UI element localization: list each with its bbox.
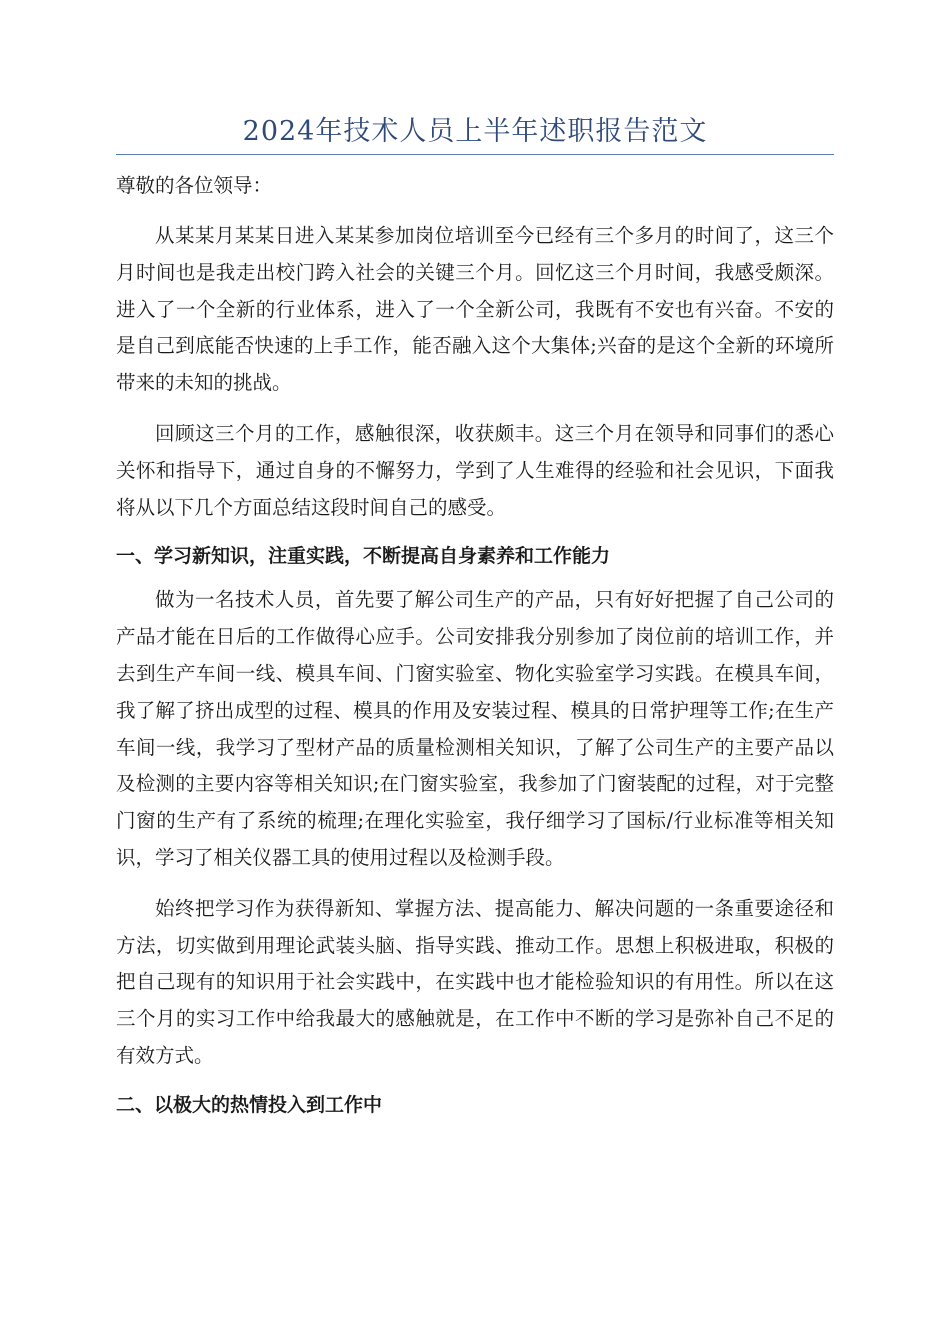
body-paragraph: 做为一名技术人员，首先要了解公司生产的产品，只有好好把握了自己公司的产品才能在日后的工作做得心应手。公司安排我分别参加了岗位前的培训工作，并去到生产车间一线、模具车间、门窗实验室、物化实验室学习实践。在模具车间，我了解了挤出成型的过程、模具的作用及安装过程、模具的日常护理等工作;在生产车间一线，我学习了型材产品的质量检测相关知识，了解了公司生产的主要产品以及检测的主要内容等相关知识;在门窗实验室，我参加了门窗装配的过程，对于完整门窗的生产有了系统的梳理;在理化实验室，我仔细学习了国标/行业标准等相关知识，学习了相关仪器工具的使用过程以及检测手段。	[116, 588, 834, 869]
section-heading: 一、学习新知识，注重实践，不断提高自身素养和工作能力	[116, 545, 611, 568]
salutation: 尊敬的各位领导：	[116, 174, 273, 197]
body-paragraph: 从某某月某某日进入某某参加岗位培训至今已经有三个多月的时间了，这三个月时间也是我走出校门跨入社会的关键三个月。回忆这三个月时间，我感受颇深。进入了一个全新的行业体系，进入了一个全新公司，我既有不安也有兴奋。不安的是自己到底能否快速的上手工作，能否融入这个大集体;兴奋的是这个全新的环境所带来的未知的挑战。	[116, 224, 834, 395]
body-paragraph: 回顾这三个月的工作，感触很深，收获颇丰。这三个月在领导和同事们的悉心关怀和指导下，通过自身的不懈努力，学到了人生难得的经验和社会见识，下面我将从以下几个方面总结这段时间自己的感受。	[116, 421, 834, 519]
body-paragraph: 始终把学习作为获得新知、掌握方法、提高能力、解决问题的一条重要途径和方法，切实做到用理论武装头脑、指导实践、推动工作。思想上积极进取，积极的把自己现有的知识用于社会实践中，在实践中也才能检验知识的有用性。所以在这三个月的实习工作中给我最大的感触就是，在工作中不断的学习是弥补自己不足的有效方式。	[116, 896, 834, 1067]
document-page	[116, 112, 834, 1123]
document-title: 2024年技术人员上半年述职报告范文	[116, 112, 834, 155]
section-heading: 二、以极大的热情投入到工作中	[116, 1093, 383, 1116]
